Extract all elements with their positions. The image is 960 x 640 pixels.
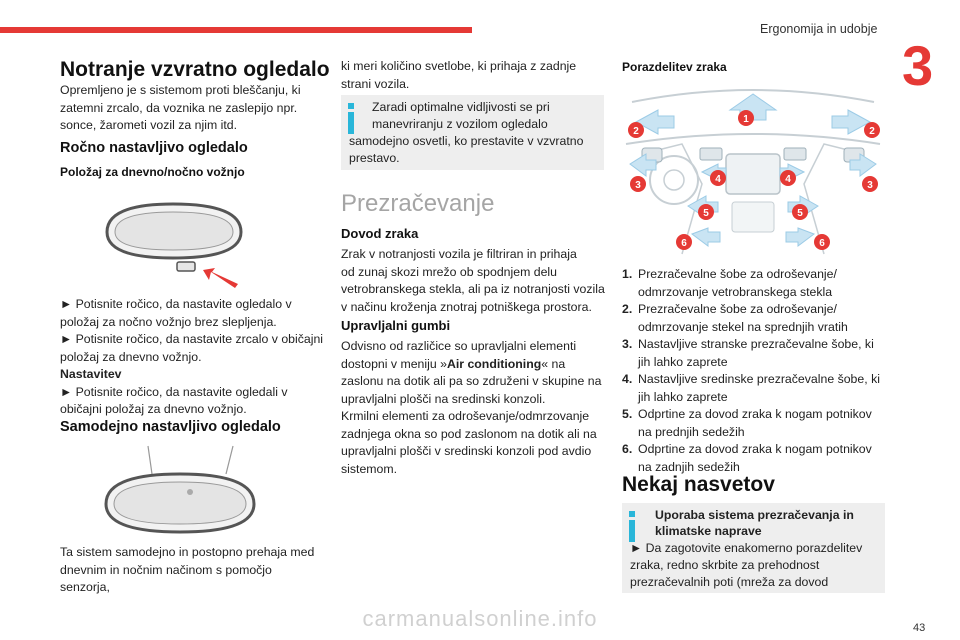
air-distribution-list xyxy=(622,266,887,476)
list-item: 4. Nastavljive sredinske prezračevalne šobe, ki jih lahko zaprete xyxy=(622,372,880,404)
manual-mirror-illustration xyxy=(95,192,255,288)
tip-line: Zaradi optimalne vidljivosti se pri xyxy=(372,100,550,114)
air-intake-heading: Dovod zraka xyxy=(341,226,419,241)
diagram-label: 3 xyxy=(867,180,873,191)
tip-line: ► Da zagotovite enakomerno porazdelitev xyxy=(630,541,863,555)
diagram-label: 6 xyxy=(819,238,825,249)
tips-heading: Nekaj nasvetov xyxy=(622,473,775,496)
diagram-label: 2 xyxy=(869,126,875,137)
header-accent-bar xyxy=(0,27,472,33)
list-item: 6. Odprtine za dovod zraka k nogam potnikov na zadnjih sedežih xyxy=(622,442,872,474)
manual-mirror-heading: Ročno nastavljivo ogledalo xyxy=(60,140,248,156)
diagram-label: 2 xyxy=(633,126,639,137)
list-item: 2. Prezračevalne šobe za odroševanje/ odmrzovanje stekel na sprednjih vratih xyxy=(622,302,848,334)
diagram-label: 5 xyxy=(797,208,803,219)
diagram-label: 6 xyxy=(681,238,687,249)
tip-line: prezračevalnih poti (mreža za dovod xyxy=(630,575,829,589)
controls-text: Odvisno od različice so upravljalni elementi dostopni v meniju »Air conditioning« na zaslonu na dotik ali pa so združeni v skupine na upravljalni plošči na sredinski konzoli. Krmilni elementi za odroševanje/odmrzovanje zadnjega okna so pod zaslonom na dotik ali na upravljalni plošči v sredinski konzoli pod avdio sistemom. xyxy=(341,339,602,476)
auto-mirror-text: Ta sistem samodejno in postopno prehaja med dnevnim in nočnim načinom s pomočjo senzorja, xyxy=(60,545,315,594)
page-number: 43 xyxy=(913,622,926,634)
auto-mirror-heading: Samodejno nastavljivo ogledalo xyxy=(60,419,281,435)
mirror-intro: Opremljeno je s sistemom proti bleščanju, ki zatemni zrcalo, da voznika ne zaslepijo npr. sonce, žarometi vozil za njim itd. xyxy=(60,83,301,132)
diagram-label: 5 xyxy=(703,208,709,219)
manual-mirror-text: ► Potisnite ročico, da nastavite ogledalo v položaj za nočno vožnjo brez slepljenja. ► Potisnite ročico, da nastavite zrcalo v običajni položaj za dnevno vožnjo. Nastavitev ► Potisnite ročico, da nastavite ogledali v običajni položaj za dnevno vožnjo. xyxy=(60,297,324,416)
tip-heading-line: klimatske naprave xyxy=(655,524,762,538)
tip-line: manevriranju z vozilom ogledalo xyxy=(372,117,548,131)
diagram-label: 3 xyxy=(635,180,641,191)
list-item: 3. Nastavljive stranske prezračevalne šobe, ki jih lahko zaprete xyxy=(622,337,874,369)
info-icon xyxy=(629,511,635,542)
diagram-label: 1 xyxy=(743,114,749,125)
position-label: Položaj za dnevno/nočno vožnjo xyxy=(60,165,245,179)
tip-line: prestavo. xyxy=(349,151,400,165)
watermark: carmanualsonline.info xyxy=(362,606,598,631)
controls-heading: Upravljalni gumbi xyxy=(341,318,451,333)
tip-heading-line: Uporaba sistema prezračevanja in xyxy=(655,508,854,522)
reverse-gear-tip-box xyxy=(341,95,604,170)
tip-line: samodejno osvetli, ko prestavite v vzvratno xyxy=(349,134,584,148)
ventilation-heading: Prezračevanje xyxy=(341,190,495,217)
diagram-label: 4 xyxy=(785,174,791,185)
diagram-label: 4 xyxy=(715,174,721,185)
air-distribution-diagram xyxy=(622,84,884,260)
chapter-number: 3 xyxy=(902,34,934,97)
info-icon xyxy=(348,103,354,134)
list-item: 1. Prezračevalne šobe za odroševanje/ odmrzovanje vetrobranskega stekla xyxy=(622,267,837,299)
settings-label: Nastavitev xyxy=(60,367,122,381)
auto-mirror-illustration xyxy=(100,440,260,540)
mirror-heading: Notranje vzvratno ogledalo xyxy=(60,58,330,81)
air-intake-text: Zrak v notranjosti vozila je filtriran in prihaja od zunaj skozi mrežo ob spodnjem delu vetrobranskega stekla, ali pa iz notranjosti vozila v načinu kroženja znotraj potniškega prostora. xyxy=(341,247,605,314)
ventilation-tip-box xyxy=(622,503,885,593)
continued-text: ki meri količino svetlobe, ki prihaja z zadnje strani vozila. xyxy=(341,59,577,91)
list-item: 5. Odprtine za dovod zraka k nogam potnikov na prednjih sedežih xyxy=(622,407,872,439)
tip-line: zraka, redno skrbite za prehodnost xyxy=(630,558,820,572)
air-distribution-heading: Porazdelitev zraka xyxy=(622,60,727,74)
section-title: Ergonomija in udobje xyxy=(760,22,878,36)
